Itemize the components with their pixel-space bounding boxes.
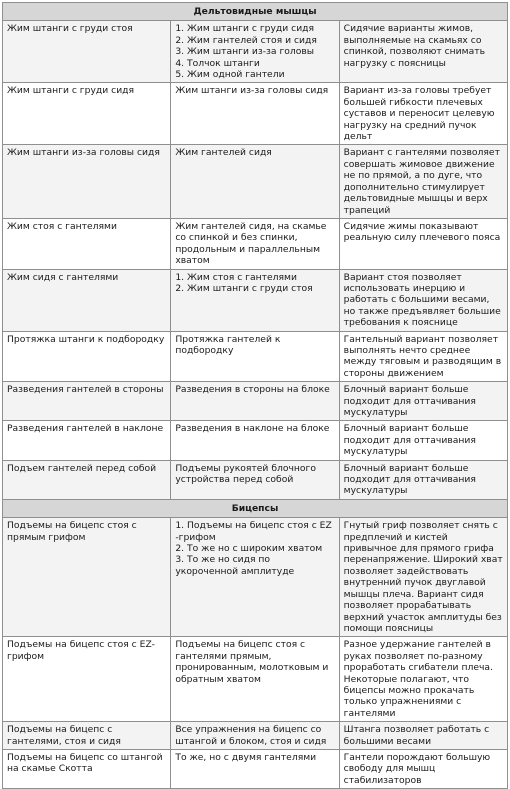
exercise-cell: Подъемы на бицепс с гантелями, стоя и сидя: [3, 722, 171, 750]
alternative-item: Протяжка гантелей к подбородку: [175, 333, 281, 356]
alternative-item: 3. Жим штанги из-за головы: [175, 46, 315, 58]
alternative-item: 2. Жим штанги с груди стоя: [175, 282, 313, 294]
alternative-item: Все упражнения на бицепс со штангой и блоком, стоя и сидя: [175, 724, 327, 747]
comment-cell: Вариант с гантелями позволяет совершать жимовое движение не по прямой, а по дуге, что дополнительно стимулирует дельтовидные мышцы и верх трапеций: [339, 145, 507, 218]
table-row: [3, 331, 508, 382]
section-header: [3, 499, 508, 517]
table-row: [3, 83, 508, 145]
section-title: Бицепсы: [3, 499, 508, 517]
section-title: Дельтовидные мышцы: [3, 3, 508, 21]
table-row: [3, 145, 508, 218]
table-row: [3, 269, 508, 331]
exercise-cell: Разведения гантелей в стороны: [3, 382, 171, 421]
table-row: [3, 749, 508, 788]
table-row: [3, 637, 508, 722]
alternatives-cell: [171, 21, 339, 83]
alternative-item: Жим гантелей сидя: [175, 147, 272, 159]
exercise-cell: Протяжка штанги к подбородку: [3, 331, 171, 382]
table-row: [3, 421, 508, 460]
alternatives-cell: [171, 421, 339, 460]
comment-cell: Сидячие варианты жимов, выполняемые на скамьях со спинкой, позволяют снимать нагрузку с поясницы: [339, 21, 507, 83]
alternative-item: Жим гантелей сидя, на скамье со спинкой и без спинки, продольным и параллельным хватом: [175, 220, 327, 267]
exercise-cell: Жим штанги из-за головы сидя: [3, 145, 171, 218]
alternative-item: 1. Жим штанги с груди сидя: [175, 23, 315, 35]
section-header: [3, 3, 508, 21]
alternative-item: Разведения в наклоне на блоке: [175, 423, 330, 435]
alternative-item: 4. Толчок штанги: [175, 57, 260, 69]
comment-cell: Блочный вариант больше подходит для оттачивания мускулатуры: [339, 460, 507, 499]
alternatives-cell: [171, 331, 339, 382]
table-body: [3, 3, 508, 789]
alternative-item: 5. Жим одной гантели: [175, 69, 285, 81]
alternative-item: 1. Подъемы на бицепс стоя с EZ -грифом: [175, 520, 332, 543]
alternative-item: 3. То же но сидя по укороченной амплитуде: [175, 554, 295, 577]
exercise-cell: Подъемы на бицепс стоя с EZ-грифом: [3, 637, 171, 722]
table-row: [3, 21, 508, 83]
alternatives-cell: [171, 749, 339, 788]
exercise-cell: Жим сидя с гантелями: [3, 269, 171, 331]
comment-cell: Блочный вариант больше подходит для оттачивания мускулатуры: [339, 421, 507, 460]
exercise-cell: Жим штанги с груди сидя: [3, 83, 171, 145]
alternative-item: Подъемы рукоятей блочного устройства перед собой: [175, 462, 316, 486]
comment-cell: Гантели порождают большую свободу для мышц стабилизаторов: [339, 749, 507, 788]
alternative-item: Разведения в стороны на блоке: [175, 384, 330, 396]
exercise-substitution-table: [2, 2, 508, 789]
exercise-cell: Разведения гантелей в наклоне: [3, 421, 171, 460]
alternatives-cell: [171, 83, 339, 145]
alternatives-cell: [171, 637, 339, 722]
alternative-item: То же, но с двумя гантелями: [175, 751, 317, 763]
table-row: [3, 218, 508, 269]
comment-cell: Блочный вариант больше подходит для оттачивания мускулатуры: [339, 382, 507, 421]
alternatives-cell: [171, 382, 339, 421]
exercise-cell: Жим стоя с гантелями: [3, 218, 171, 269]
alternatives-cell: [171, 460, 339, 499]
table-row: [3, 518, 508, 637]
exercise-cell: Подъем гантелей перед собой: [3, 460, 171, 499]
alternatives-cell: [171, 145, 339, 218]
alternative-item: Жим штанги из-за головы сидя: [175, 85, 329, 97]
comment-cell: Штанга позволяет работать с большими весами: [339, 722, 507, 750]
comment-cell: Гнутый гриф позволяет снять с предплечий и кистей привычное для прямого грифа перенапряжение. Широкий хват позволяет задействовать внутренний пучок двуглавой мышцы плеча. Вариант сидя позволяет прорабатывать верхний участок амплитуды без помощи поясницы: [339, 518, 507, 637]
table-row: [3, 722, 508, 750]
table-row: [3, 382, 508, 421]
alternative-item: 2. Жим гантелей стоя и сидя: [175, 34, 317, 46]
alternatives-cell: [171, 518, 339, 637]
alternatives-cell: [171, 722, 339, 750]
comment-cell: Вариант стоя позволяет использовать инерцию и работать с большими весами, но также предъявляет большие требования к пояснице: [339, 269, 507, 331]
exercise-cell: Подъемы на бицепс со штангой на скамье Скотта: [3, 749, 171, 788]
alternatives-cell: [171, 269, 339, 331]
alternative-item: 2. То же но с широким хватом: [175, 543, 323, 555]
comment-cell: Вариант из-за головы требует большей гибкости плечевых суставов и переносит целевую нагрузку на средний пучок дельт: [339, 83, 507, 145]
table-row: [3, 460, 508, 499]
comment-cell: Сидячие жимы показывают реальную силу плечевого пояса: [339, 218, 507, 269]
comment-cell: Гантельный вариант позволяет выполнять нечто среднее между тяговым и разводящим в стороны движением: [339, 331, 507, 382]
alternative-item: 1. Жим стоя с гантелями: [175, 271, 297, 283]
comment-cell: Разное удержание гантелей в руках позволяет по-разному проработать сгибатели плеча. Некоторые полагают, что бицепсы можно прокачать только упражнениями с гантелями: [339, 637, 507, 722]
alternative-item: Подъемы на бицепс стоя с гантелями прямым, пронированным, молотковым и обратным хватом: [175, 639, 329, 685]
exercise-cell: Жим штанги с груди стоя: [3, 21, 171, 83]
alternatives-cell: [171, 218, 339, 269]
exercise-cell: Подъемы на бицепс стоя с прямым грифом: [3, 518, 171, 637]
